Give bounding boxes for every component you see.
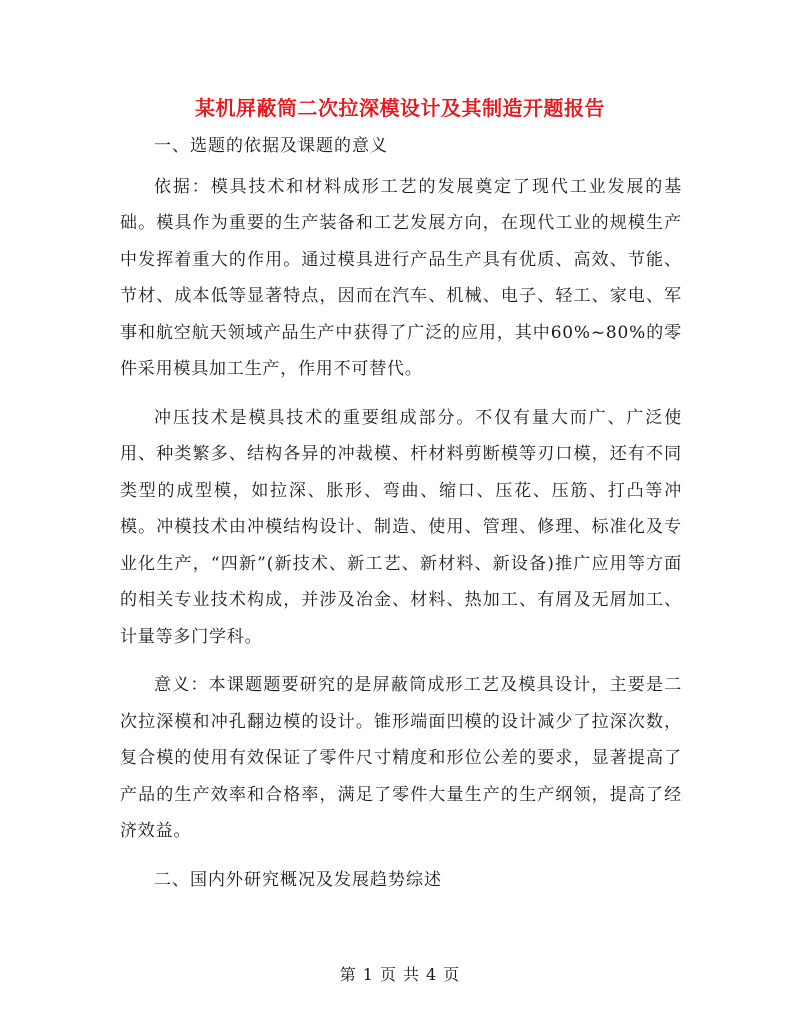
footer-total-prefix: 共 [403, 965, 421, 984]
footer-prefix: 第 [339, 965, 357, 984]
paragraph-significance: 意义：本课题题要研究的是屏蔽筒成形工艺及模具设计，主要是二次拉深模和冲孔翻边模的设计。锥形端面凹模的设计减少了拉深次数，复合模的使用有效保证了零件尺寸精度和形位公差的要求，显著提高了产品的生产效率和合格率，满足了零件大量生产的生产纲领，提高了经济效益。 [120, 675, 682, 841]
document-title: 某机屏蔽筒二次拉深模设计及其制造开题报告 [195, 96, 605, 120]
footer-total-pages: 4 [426, 965, 438, 984]
paragraph-basis: 依据：模具技术和材料成形工艺的发展奠定了现代工业发展的基础。模具作为重要的生产装备和工艺发展方向，在现代工业的规模生产中发挥着重大的作用。通过模具进行产品生产具有优质、高效、节能、节材、成本低等显著特点，因而在汽车、机械、电子、轻工、家电、军事和航空航天领域产品生产中获得了广泛的应用，其中60%~80%的零件采用模具加工生产，作用不可替代。 [120, 176, 682, 379]
section-heading-1: 一、选题的依据及课题的意义 [154, 136, 388, 156]
section-heading-2: 二、国内外研究概况及发展趋势综述 [154, 869, 442, 890]
page-footer [0, 962, 800, 985]
footer-page-word: 页 [379, 965, 397, 984]
document-body [120, 128, 682, 898]
paragraph-stamping: 冲压技术是模具技术的重要组成部分。不仅有量大而广、广泛使用、种类繁多、结构各异的冲裁模、杆材料剪断模等刃口模，还有不同类型的成型模，如拉深、胀形、弯曲、缩口、压花、压筋、打凸等冲模。冲模技术由冲模结构设计、制造、使用、管理、修理、标准化及专业化生产，“四新”(新技术、新工艺、新材料、新设备)推广应用等方面的相关专业技术构成，并涉及冶金、材料、热加工、有屑及无屑加工、计量等多门学科。 [120, 407, 682, 647]
footer-current-page: 1 [362, 965, 374, 984]
footer-suffix: 页 [443, 965, 461, 984]
